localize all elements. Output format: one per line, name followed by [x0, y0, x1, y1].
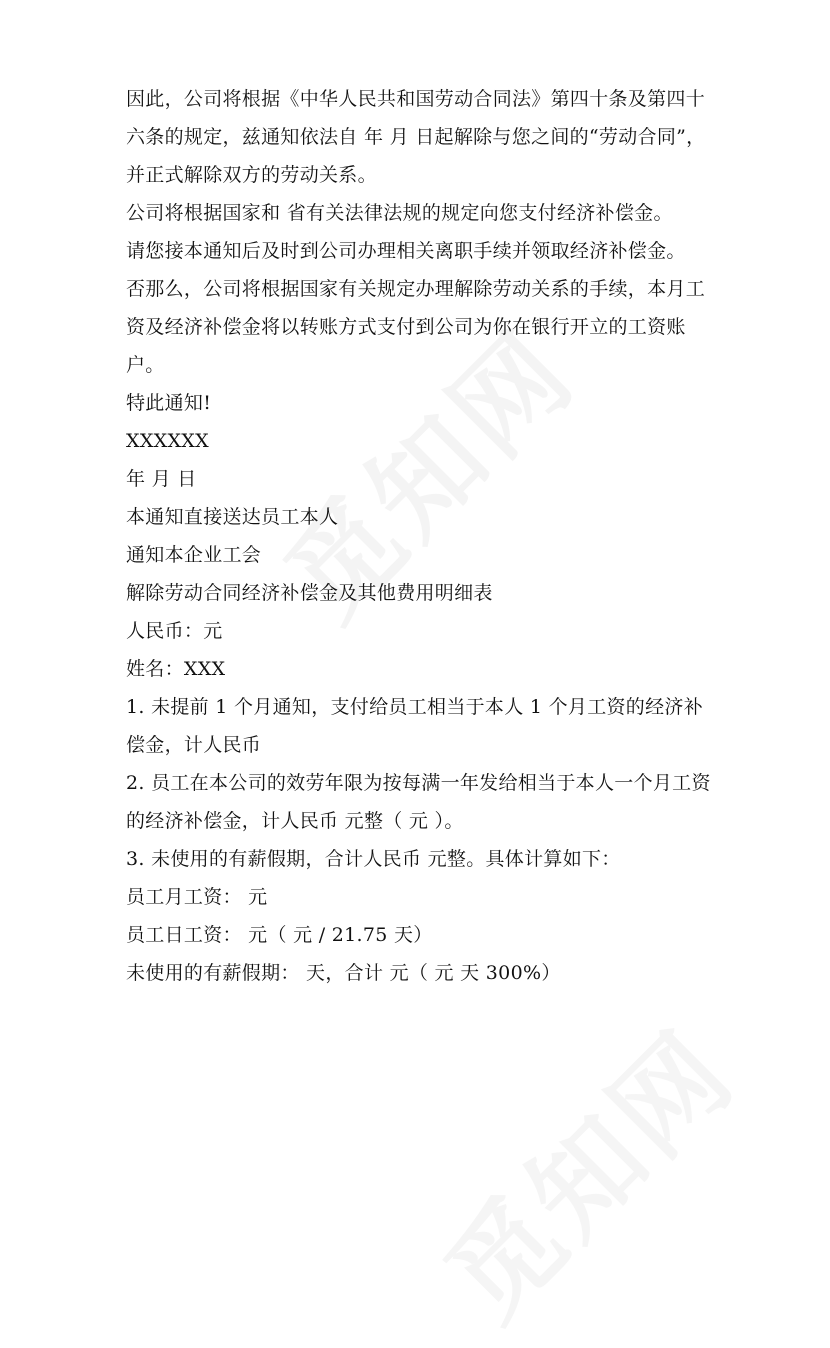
monthly-salary-line: 员工月工资： 元 — [126, 886, 268, 908]
paragraph-special-notice: 特此通知! — [126, 392, 212, 414]
paragraph-otherwise: 否那么，公司将根据国家有关规定办理解除劳动关系的手续，本月工资及经济补偿金将以转账方式支付到公司为你在银行开立的工资账户。 — [126, 278, 706, 376]
currency-line: 人民币：元 — [126, 620, 223, 642]
paragraph-termination-notice: 因此，公司将根据《中华人民共和国劳动合同法》第四十条及第四十六条的规定，兹通知依法自 年 月 日起解除与您之间的“劳动合同”，并正式解除双方的劳动关系。 — [126, 88, 706, 186]
document-body — [126, 80, 716, 992]
item-3: 3. 未使用的有薪假期，合计人民币 元整。具体计算如下： — [126, 848, 621, 870]
date-line: 年 月 日 — [126, 468, 197, 490]
daily-salary-line: 员工日工资： 元（ 元 / 21.75 天） — [126, 924, 433, 946]
name-line: 姓名：XXX — [126, 658, 226, 680]
company-name: XXXXXX — [126, 430, 209, 452]
watermark-bottom — [405, 990, 763, 1348]
item-2: 2. 员工在本公司的效劳年限为按每满一年发给相当于本人一个月工资的经济补偿金，计人民币 元整（ 元 ）。 — [126, 772, 711, 832]
delivery-note: 本通知直接送达员工本人 — [126, 506, 339, 528]
item-1: 1. 未提前 1 个月通知，支付给员工相当于本人 1 个月工资的经济补偿金，计人民币 — [126, 696, 704, 756]
section-title: 解除劳动合同经济补偿金及其他费用明细表 — [126, 582, 493, 604]
union-note: 通知本企业工会 — [126, 544, 262, 566]
paragraph-procedures: 请您接本通知后及时到公司办理相关离职手续并领取经济补偿金。 — [126, 240, 686, 262]
unused-leave-line: 未使用的有薪假期： 天，合计 元（ 元 天 300%） — [126, 962, 561, 984]
paragraph-compensation: 公司将根据国家和 省有关法律法规的规定向您支付经济补偿金。 — [126, 202, 673, 224]
